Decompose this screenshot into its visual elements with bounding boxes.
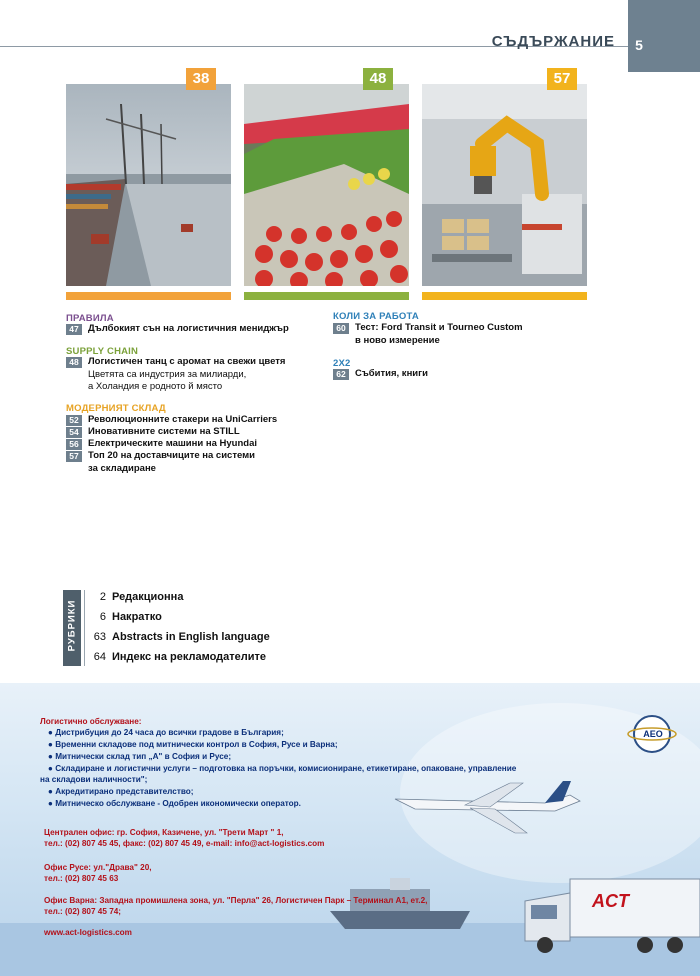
toc-entry-title: Тест: Ford Transit и Tourneo Custom (355, 322, 523, 333)
ad-bullet: ● Временни складове под митнически контрол в София, Русе и Варна; (48, 740, 338, 749)
toc-entry-title: Революционните стакери на UniCarriers (88, 414, 278, 425)
toc-page-number: 54 (66, 427, 82, 438)
rubrics-label: РУБРИКИ (66, 599, 78, 652)
ad-heading: Логистично обслужване: (40, 717, 142, 726)
toc-entry-subtitle: Цветята са индустрия за милиарди, (88, 368, 247, 380)
toc-entry[interactable] (66, 450, 255, 475)
toc-entry[interactable] (333, 368, 428, 381)
ad-bullet: ● Дистрибуция до 24 часа до всички градове в България; (48, 728, 284, 737)
feature-photo-port[interactable] (66, 84, 231, 286)
section-title-modern-warehouse: МОДЕРНИЯТ СКЛАД (66, 403, 166, 414)
toc-page-number: 48 (66, 357, 82, 368)
toc-entry-title: Иновативните системи на STILL (88, 426, 240, 437)
toc-entry[interactable] (66, 356, 285, 394)
toc-entry-subtitle: за складиране (88, 462, 156, 474)
rubric-page: 2 (99, 591, 106, 603)
ad-website-link[interactable]: www.act-logistics.com (44, 928, 132, 937)
rubric-title: Редакционна (112, 591, 184, 603)
ad-bullet: ● Митнически склад тип „А" в София и Русе; (48, 752, 232, 761)
rubric-title: Накратко (112, 611, 162, 623)
page-number-box (628, 0, 700, 72)
page-title: СЪДЪРЖАНИЕ (491, 33, 615, 50)
feature-color-bar (422, 292, 587, 300)
toc-page-number: 47 (66, 324, 82, 335)
toc-entry[interactable] (66, 438, 257, 451)
ad-bullet: ● Митническо обслужване - Одобрен икономически оператор. (48, 799, 301, 808)
rubric-title: Индекс на рекламодателите (112, 651, 267, 663)
toc-page-number: 57 (66, 451, 82, 462)
toc-entry[interactable] (333, 322, 523, 347)
feature-color-bar (244, 292, 409, 300)
ad-bullet: ● Складиране и логистични услуги – подготовка на поръчки, комисиониране, етикетиране, опаковане, управление (48, 764, 517, 773)
toc-entry-subtitle: в ново измерение (355, 334, 440, 346)
rubric-page: 6 (99, 611, 106, 623)
ad-bullet: ● Акредитирано представителство; (48, 787, 194, 796)
rubric-item[interactable] (88, 611, 162, 623)
page-number: 5 (635, 37, 643, 53)
section-title-supply-chain: SUPPLY CHAIN (66, 346, 139, 357)
toc-entry-title: Електрическите машини на Hyundai (88, 438, 258, 449)
act-truck-logo: ACT (592, 891, 629, 911)
feature-color-bar (66, 292, 231, 300)
toc-entry-title: Дълбокият сън на логистичния мениджър (88, 323, 289, 334)
toc-entry-title: Логистичен танц с аромат на свежи цветя (88, 356, 286, 367)
office-sofia-address: Централен офис: гр. София, Казичене, ул. "Трети Март " 1, (44, 828, 284, 837)
toc-entry-subtitle: а Холандия е родното й място (88, 381, 223, 392)
office-varna-address: Офис Варна: Западна промишлена зона, ул. "Перла" 26, Логистичен Парк – Терминал А1, ет.2, (44, 896, 428, 905)
toc-entry[interactable] (66, 414, 277, 427)
office-ruse-address: Офис Русе: ул."Драва" 20, (44, 863, 152, 872)
feature-photo-flowers[interactable] (244, 84, 409, 286)
feature-photo-robot[interactable] (422, 84, 587, 286)
advertisement[interactable] (0, 683, 700, 976)
rubric-item[interactable] (88, 631, 270, 643)
rubric-page: 64 (93, 651, 106, 663)
toc-entry-title: Топ 20 на доставчиците на системи (88, 450, 256, 461)
section-title-pravila: ПРАВИЛА (66, 313, 114, 324)
section-title-2x2: 2X2 (333, 358, 351, 369)
rubrics-tab (63, 590, 81, 666)
rubric-item[interactable] (88, 591, 183, 603)
ad-bullet-continued: на складови наличности"; (40, 775, 148, 784)
rubric-page: 63 (93, 631, 106, 643)
office-ruse-phone: тел.: (02) 807 45 63 (44, 874, 119, 883)
aeo-logo-text: AEO (643, 729, 663, 739)
feature-page-badge: 48 (363, 68, 393, 90)
office-varna-phone: тел.: (02) 807 45 74; (44, 907, 122, 916)
toc-entry-title: Събития, книги (355, 368, 428, 379)
toc-page-number: 56 (66, 439, 82, 450)
toc-entry[interactable] (66, 426, 240, 439)
rubric-item[interactable] (88, 651, 266, 663)
feature-page-badge: 38 (186, 68, 216, 90)
section-title-work-cars: КОЛИ ЗА РАБОТА (333, 311, 419, 322)
toc-page-number: 60 (333, 323, 349, 334)
toc-entry[interactable] (66, 323, 289, 336)
rubrics-divider (84, 590, 85, 666)
rubric-title: Abstracts in English language (112, 631, 270, 643)
toc-page-number: 62 (333, 369, 349, 380)
toc-page-number: 52 (66, 415, 82, 426)
office-sofia-contacts[interactable]: тел.: (02) 807 45 45, факс: (02) 807 45 49, e-mail: info@act-logistics.com (44, 839, 325, 848)
feature-page-badge: 57 (547, 68, 577, 90)
